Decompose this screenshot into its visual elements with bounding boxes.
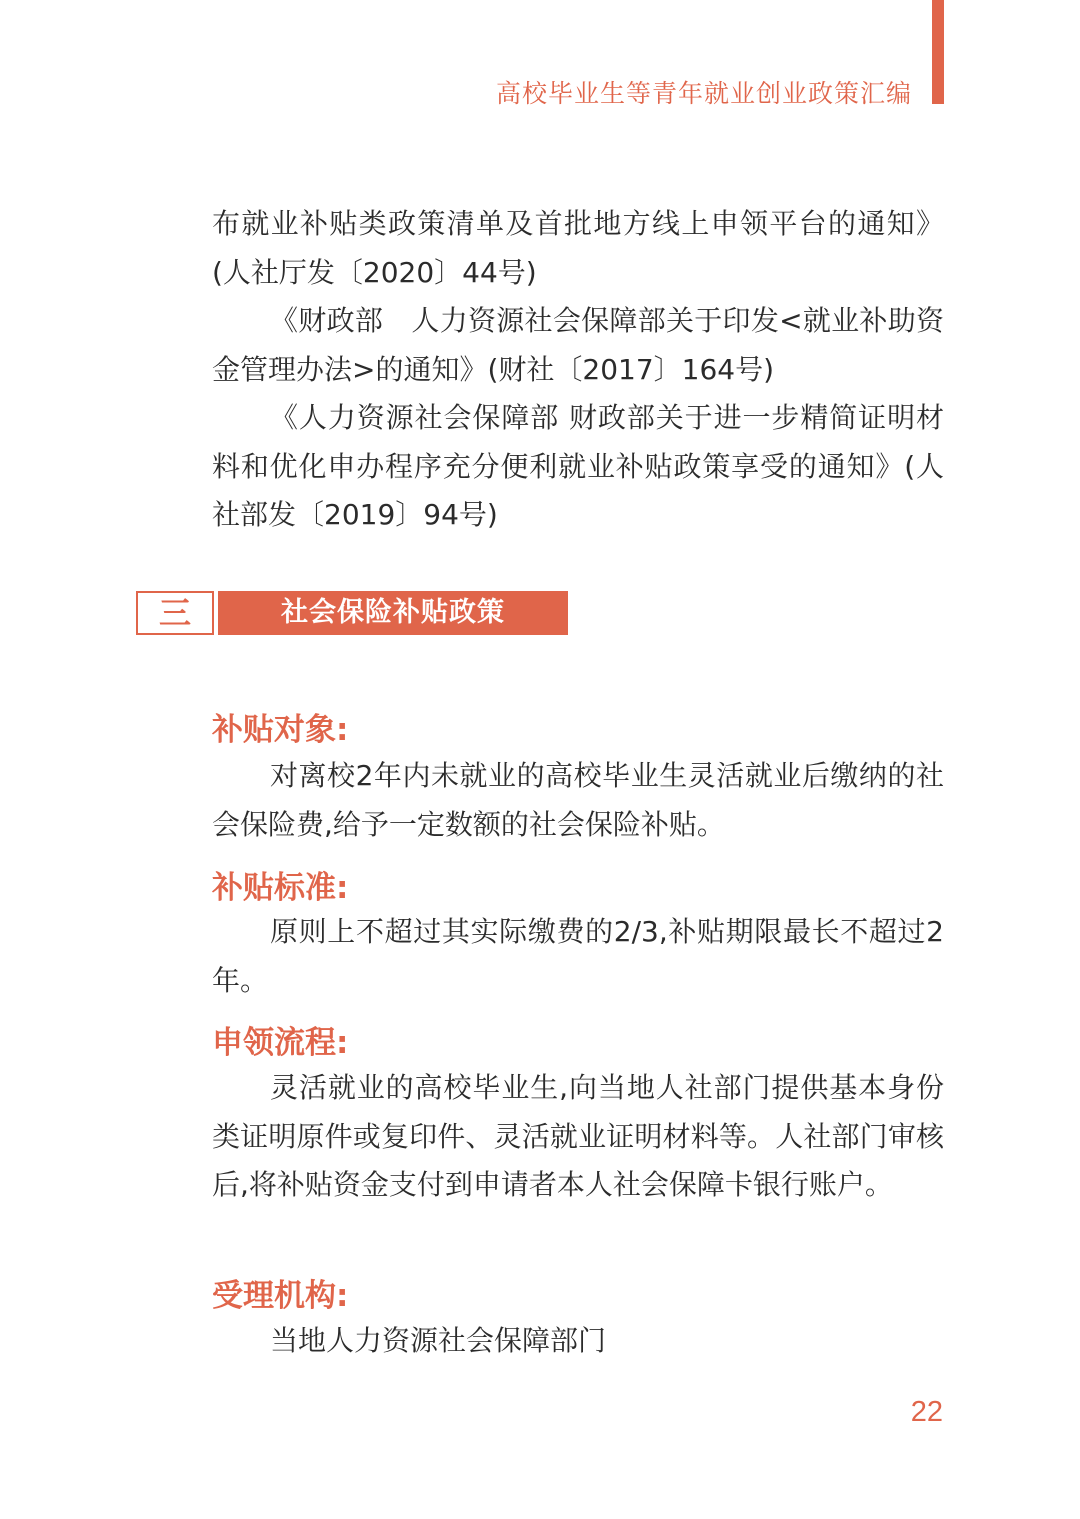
page-number: 22 <box>910 1396 943 1428</box>
header-accent-bar <box>932 0 944 104</box>
policy-references <box>212 200 944 540</box>
application-process-heading: 申领流程: <box>212 1025 349 1061</box>
paragraph: 灵活就业的高校毕业生,向当地人社部门提供基本身份类证明原件或复印件、灵活就业证明材料等。人社部门审核后,将补贴资金支付到申请者本人社会保障卡银行账户。 <box>212 1071 944 1201</box>
reference-item: 布就业补贴类政策清单及首批地方线上申领平台的通知》(人社厅发〔2020〕44号) <box>212 207 944 289</box>
subsidy-target-heading: 补贴对象: <box>212 712 349 748</box>
section-number: 三 <box>136 591 214 635</box>
section-title: 社会保险补贴政策 <box>218 591 568 635</box>
paragraph: 当地人力资源社会保障部门 <box>270 1324 607 1357</box>
handling-agency-text <box>212 1317 944 1366</box>
section-header <box>136 591 568 635</box>
paragraph: 原则上不超过其实际缴费的2/3,补贴期限最长不超过2年。 <box>212 915 944 997</box>
reference-item: 《人力资源社会保障部 财政部关于进一步精简证明材料和优化申办程序充分便利就业补贴政策享受的通知》(人社部发〔2019〕94号) <box>212 401 944 531</box>
reference-item: 《财政部 人力资源社会保障部关于印发<就业补助资金管理办法>的通知》(财社〔2017〕164号) <box>212 304 944 386</box>
subsidy-standard-heading: 补贴标准: <box>212 870 349 906</box>
subsidy-target-text <box>212 752 944 849</box>
running-header: 高校毕业生等青年就业创业政策汇编 <box>495 79 912 108</box>
paragraph: 对离校2年内未就业的高校毕业生灵活就业后缴纳的社会保险费,给予一定数额的社会保险补贴。 <box>212 759 944 841</box>
application-process-text <box>212 1064 944 1210</box>
subsidy-standard-text <box>212 908 944 1005</box>
handling-agency-heading: 受理机构: <box>212 1278 349 1314</box>
